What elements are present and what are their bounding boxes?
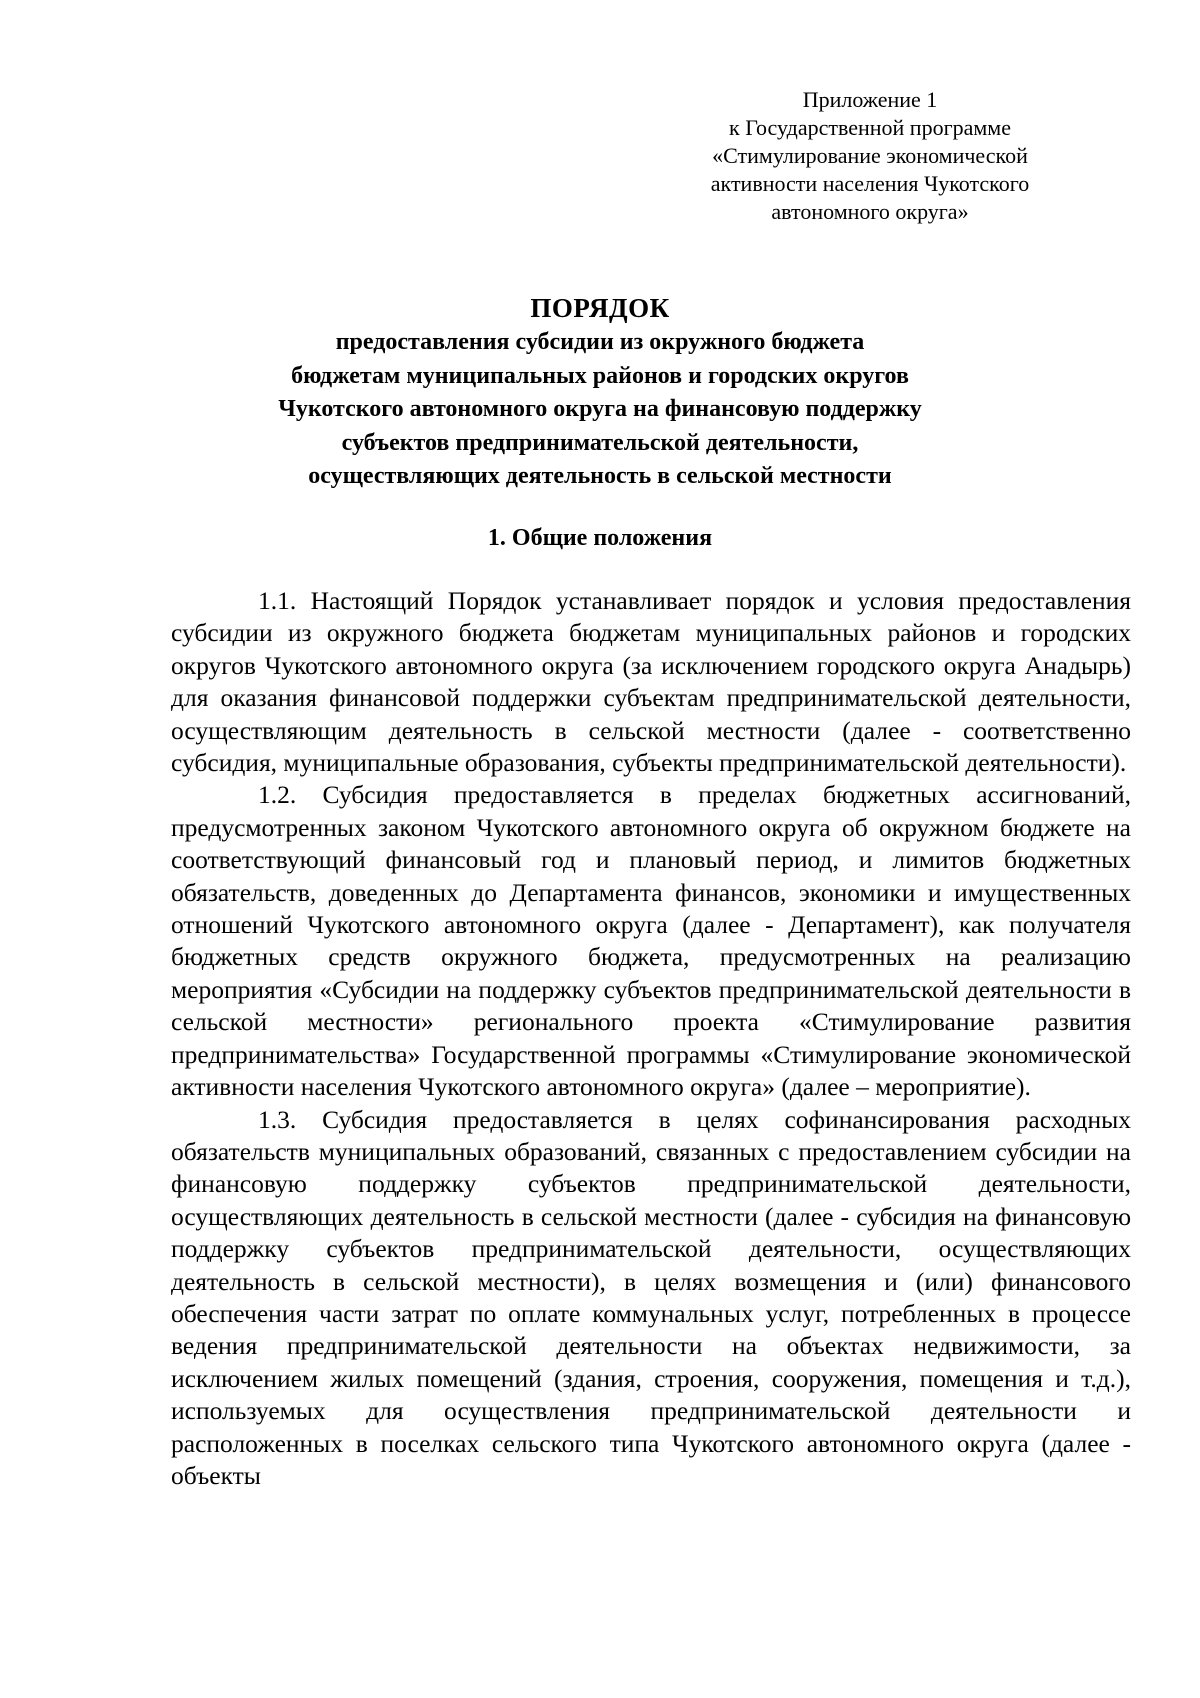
title-subtitle-line: осуществляющих деятельность в сельской местности	[308, 463, 892, 489]
paragraph-1-3: 1.3. Субсидия предоставляется в целях софинансирования расходных обязательств муниципальных образований, связанных с предоставлением субсидии на финансовую поддержку субъектов предпринимательской деятельности, осуществляющих деятельность в сельской местности (далее - субсидия на финансовую поддержку субъектов предпринимательской деятельности, осуществляющих деятельность в сельской местности), в целях возмещения и (или) финансового обеспечения части затрат по оплате коммунальных услуг, потребленных в процессе ведения предпринимательской деятельности на объектах недвижимости, за исключением жилых помещений (здания, строения, сооружения, помещения и т.д.), используемых для осуществления предпринимательской деятельности и расположенных в поселках сельского типа Чукотского автономного округа (далее - объекты	[171, 1104, 1131, 1490]
appendix-header	[670, 86, 1070, 226]
paragraph-1-2: 1.2. Субсидия предоставляется в пределах бюджетных ассигнований, предусмотренных законом Чукотского автономного округа об окружном бюджете на соответствующий финансовый год и плановый период, и лимитов бюджетных обязательств, доведенных до Департамента финансов, экономики и имущественных отношений Чукотского автономного округа (далее - Департамент), как получателя бюджетных средств окружного бюджета, предусмотренных на реализацию мероприятия «Субсидии на поддержку субъектов предпринимательской деятельности в сельской местности» регионального проекта «Стимулирование развития предпринимательства» Государственной программы «Стимулирование экономической активности населения Чукотского автономного округа» (далее – мероприятие).	[171, 780, 1131, 1102]
document-title	[170, 290, 1030, 494]
title-main: ПОРЯДОК	[530, 293, 670, 323]
title-subtitle-line: предоставления субсидии из окружного бюджета	[335, 329, 865, 355]
paragraph-1-1: 1.1. Настоящий Порядок устанавливает порядок и условия предоставления субсидии из окружного бюджета бюджетам муниципальных районов и городских округов Чукотского автономного округа (за исключением городского округа Анадырь) для оказания финансовой поддержки субъектам предпринимательской деятельности, осуществляющим деятельность в сельской местности (далее - соответственно субсидия, муниципальные образования, субъекты предпринимательской деятельности).	[171, 586, 1131, 778]
title-subtitle-line: субъектов предпринимательской деятельности,	[341, 429, 859, 456]
appendix-line: к Государственной программе	[729, 115, 1011, 140]
appendix-line: автономного округа»	[771, 199, 969, 224]
title-subtitle-line: бюджетам муниципальных районов и городских округов	[291, 362, 909, 389]
appendix-line: «Стимулирование экономической	[712, 143, 1028, 168]
appendix-line: активности населения Чукотского	[710, 171, 1030, 196]
appendix-line: Приложение 1	[802, 87, 938, 112]
title-subtitle-line: Чукотского автономного округа на финансовую поддержку	[278, 396, 922, 422]
section-heading: 1. Общие положения	[487, 525, 713, 551]
section-body	[171, 585, 1131, 1492]
